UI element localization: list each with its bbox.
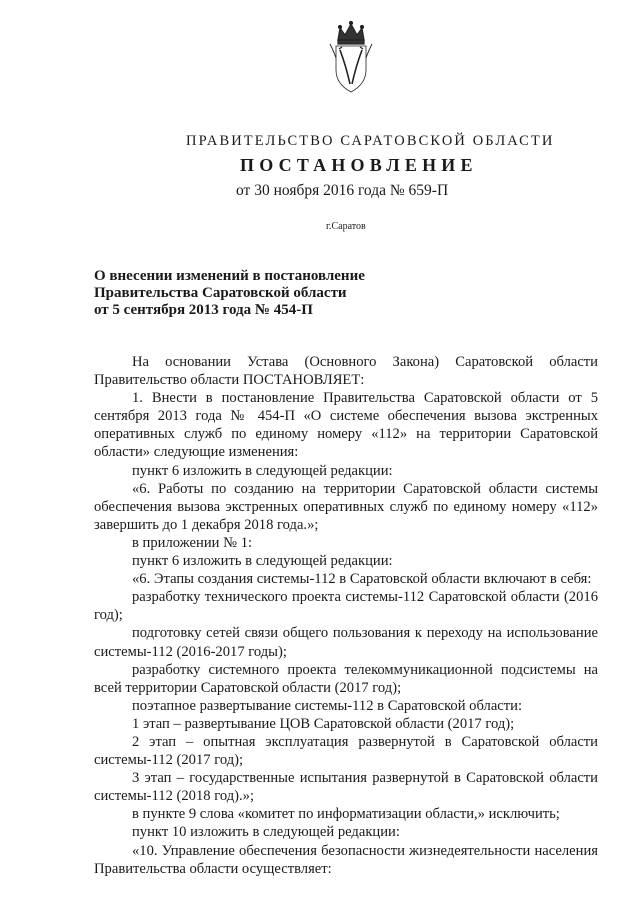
government-name: ПРАВИТЕЛЬСТВО САРАТОВСКОЙ ОБЛАСТИ: [186, 133, 555, 149]
paragraph: пункт 6 изложить в следующей редакции:: [132, 553, 393, 570]
paragraph: «6. Этапы создания системы-112 в Саратовской области включают в себя:: [132, 571, 592, 588]
paragraph: в пункте 9 слова «комитет по информатизации области,» исключить;: [132, 806, 560, 823]
paragraph: 1 этап – развертывание ЦОВ Саратовской области (2017 год);: [132, 715, 515, 732]
paragraph: в приложении № 1:: [132, 534, 253, 551]
paragraph: 2 этап – опытная эксплуатация развернутой в Саратовской области системы-112 (2017 год);: [94, 733, 598, 769]
paragraph: пункт 10 изложить в следующей редакции:: [132, 824, 400, 841]
paragraph: пункт 6 изложить в следующей редакции:: [132, 462, 393, 479]
subject-line: Правительства Саратовской области: [94, 285, 347, 301]
document-subject: [94, 268, 365, 319]
paragraph: подготовку сетей связи общего пользования к переходу на использование системы-112 (2016-2017 годы);: [94, 625, 598, 660]
paragraph: 3 этап – государственные испытания развернутой в Саратовской области системы-112 (2018 год).»;: [94, 770, 598, 805]
paragraph: 1. Внести в постановление Правительства Саратовской области от 5 сентября 2013 года № 454-П «О системе обеспечения вызова экстренных оперативных служб по единому номеру «112» на территории Саратовской области» следующие изменения:: [94, 390, 598, 461]
paragraph: На основании Устава (Основного Закона) Саратовской области Правительство области ПОСТАНОВЛЯЕТ:: [94, 354, 598, 389]
paragraph: поэтапное развертывание системы-112 в Саратовской области:: [132, 697, 523, 714]
document-city: г.Саратов: [326, 221, 366, 232]
document-type: ПОСТАНОВЛЕНИЕ: [240, 155, 478, 175]
coat-of-arms-icon: [326, 18, 376, 98]
paragraph: разработку системного проекта телекоммуникационной подсистемы на всей территории Саратовской области (2017 год);: [94, 661, 598, 696]
paragraph: разработку технического проекта системы-112 Саратовской области (2016 год);: [94, 589, 598, 624]
document-date-number: от 30 ноября 2016 года № 659-П: [236, 182, 449, 199]
subject-line: О внесении изменений в постановление: [94, 268, 365, 284]
document-body: [94, 353, 598, 878]
paragraph: «10. Управление обеспечения безопасности жизнедеятельности населения Правительства области осуществляет:: [94, 842, 598, 877]
paragraph: «6. Работы по созданию на территории Саратовской области системы обеспечения вызова экстренных оперативных служб по единому номеру «112» завершить до 1 декабря 2018 года.»;: [94, 480, 598, 533]
subject-line: от 5 сентября 2013 года № 454-П: [94, 302, 313, 318]
